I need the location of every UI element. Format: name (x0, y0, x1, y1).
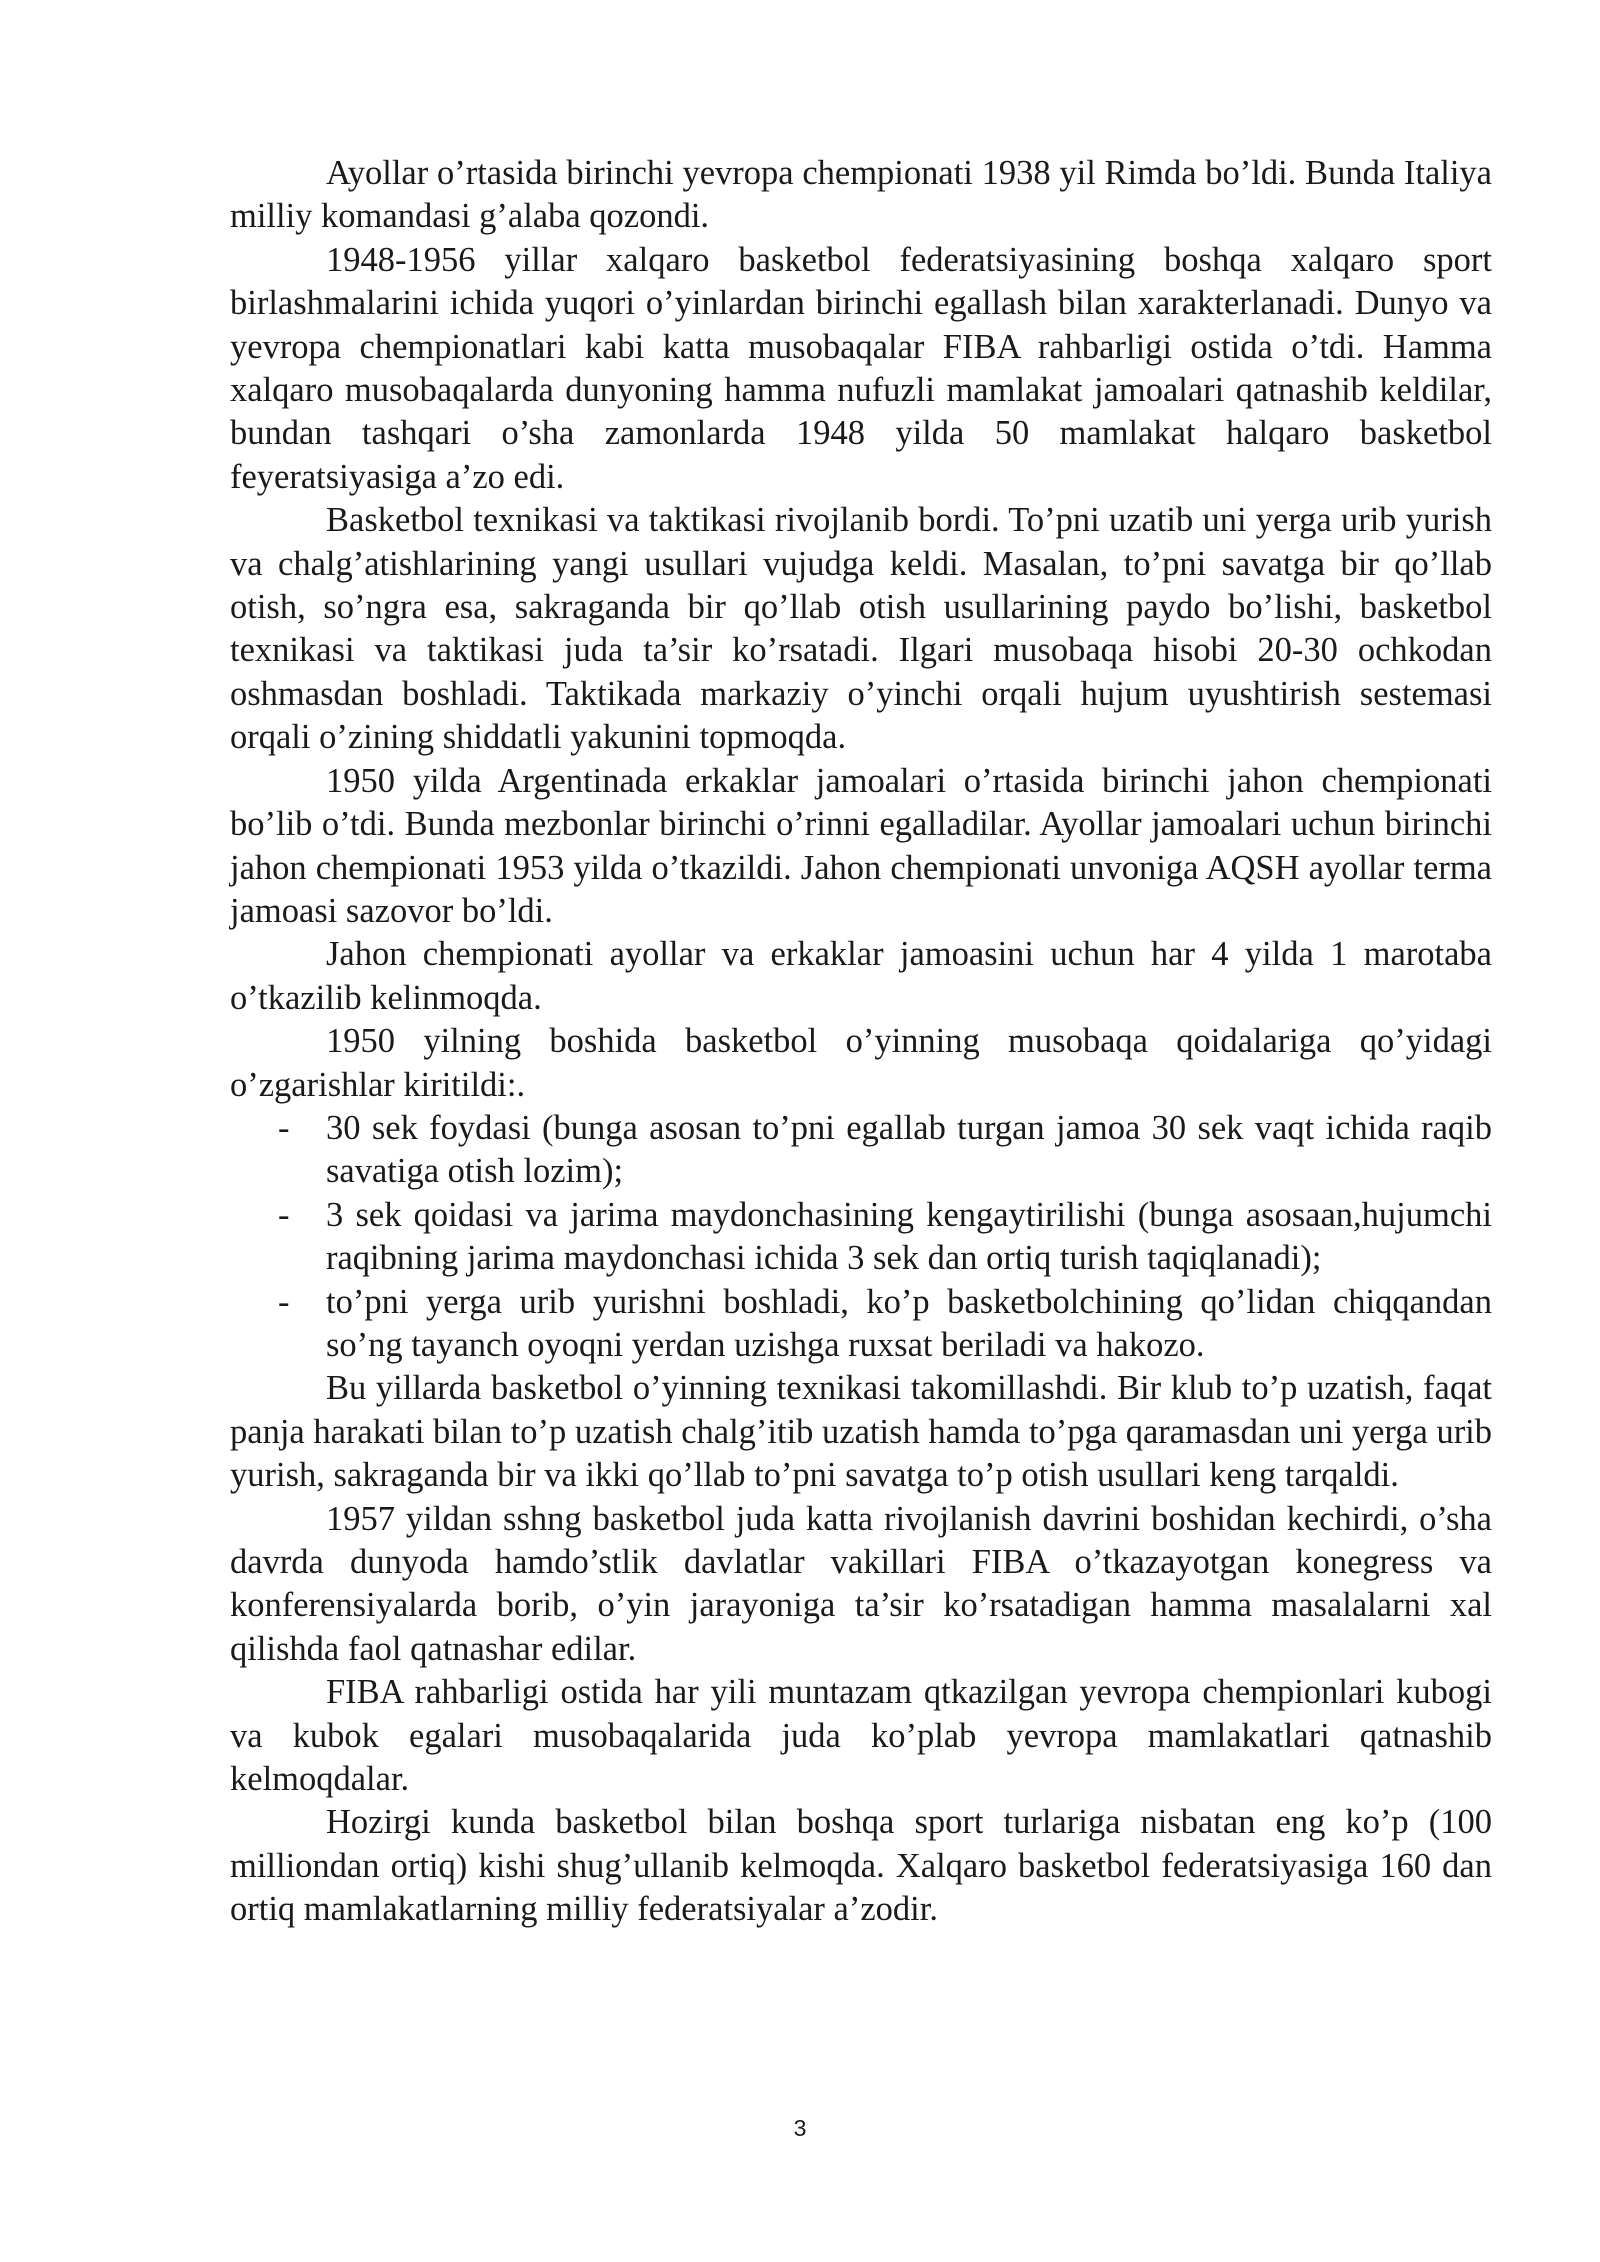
paragraph: Hozirgi kunda basketbol bilan boshqa sport turlariga nisbatan eng ko’p (100 milliondan ortiq) kishi shug’ullanib kelmoqda. Xalqaro basketbol federatsiyasiga 160 dan ortiq mamlakatlarning milliy federatsiyalar a’zodir. (230, 1803, 1492, 1929)
list-item (230, 1107, 1492, 1194)
list-item (230, 1194, 1492, 1281)
document-body (230, 152, 1492, 1932)
paragraph: 1948-1956 yillar xalqaro basketbol federatsiyasining boshqa xalqaro sport birlashmalarini ichida yuqori o’yinlardan birinchi egallash bilan xarakterlanadi. Dunyo va yevropa chempionatlari kabi katta musobaqalar FIBA rahbarligi ostida o’tdi. Hamma xalqaro musobaqalarda dunyoning hamma nufuzli mamlakat jamoalari qatnashib keldilar, bundan tashqari o’sha zamonlarda 1948 yilda 50 mamlakat halqaro basketbol feyeratsiyasiga a’zo edi. (230, 240, 1492, 496)
list-item-text: to’pni yerga urib yurishni boshladi, ko’p basketbolchining qo’lidan chiqqandan so’ng tayanch oyoqni yerdan uzishga ruxsat beriladi va hakozo. (326, 1282, 1492, 1364)
paragraph: Bu yillarda basketbol o’yinning texnikasi takomillashdi. Bir klub to’p uzatish, faqat panja harakati bilan to’p uzatish chalg’itib uzatish hamda to’pga qaramasdan uni yerga urib yurish, sakraganda bir va ikki qo’llab to’pni savatga to’p otish usullari keng tarqaldi. (230, 1369, 1493, 1495)
paragraph: Jahon chempionati ayollar va erkaklar jamoasini uchun har 4 yilda 1 marotaba o’tkazilib kelinmoqda. (230, 935, 1492, 1017)
page-number: 3 (793, 2115, 807, 2141)
list-dash: - (278, 1108, 290, 1147)
paragraph: 1950 yilda Argentinada erkaklar jamoalari o’rtasida birinchi jahon chempionati bo’lib o’tdi. Bunda mezbonlar birinchi o’rinni egalladilar. Ayollar jamoalari uchun birinchi jahon chempionati 1953 yilda o’tkazildi. Jahon chempionati unvoniga AQSH ayollar terma jamoasi sazovor bo’ldi. (230, 761, 1492, 930)
paragraph: Basketbol texnikasi va taktikasi rivojlanib bordi. To’pni uzatib uni yerga urib yurish va chalg’atishlarining yangi usullari vujudga keldi. Masalan, to’pni savatga bir qo’llab otish, so’ngra esa, sakraganda bir qo’llab otish usullarining paydo bo’lishi, basketbol texnikasi va taktikasi juda ta’sir ko’rsatadi. Ilgari musobaqa hisobi 20-30 ochkodan oshmasdan boshladi. Taktikada markaziy o’yinchi orqali hujum uyushtirish sestemasi orqali o’zining shiddatli yakunini topmoqda. (230, 501, 1492, 757)
list-item (230, 1281, 1492, 1368)
list-item-text: 3 sek qoidasi va jarima maydonchasining kengaytirilishi (bunga asosaan,hujumchi raqibning jarima maydonchasi ichida 3 sek dan ortiq turish taqiqlanadi); (326, 1195, 1492, 1278)
list-dash: - (278, 1195, 290, 1234)
paragraph: 1957 yildan sshng basketbol juda katta rivojlanish davrini boshidan kechirdi, o’sha davrda dunyoda hamdo’stlik davlatlar vakillari FIBA o’tkazayotgan konegress va konferensiyalarda borib, o’yin jarayoniga ta’sir ko’rsatadigan hamma masalalarni xal qilishda faol qatnashar edilar. (230, 1499, 1492, 1668)
rule-changes-list (230, 1107, 1492, 1367)
paragraph: FIBA rahbarligi ostida har yili muntazam qtkazilgan yevropa chempionlari kubogi va kubok egalari musobaqalarida juda ko’plab yevropa mamlakatlari qatnashib kelmoqdalar. (230, 1673, 1492, 1799)
list-item-text: 30 sek foydasi (bunga asosan to’pni egallab turgan jamoa 30 sek vaqt ichida raqib savatiga otish lozim); (326, 1108, 1492, 1191)
list-dash: - (278, 1282, 290, 1321)
paragraph: 1950 yilning boshida basketbol o’yinning musobaqa qoidalariga qo’yidagi o’zgarishlar kiritildi:. (230, 1022, 1492, 1104)
paragraph: Ayollar o’rtasida birinchi yevropa chempionati 1938 yil Rimda bo’ldi. Bunda Italiya milliy komandasi g’alaba qozondi. (230, 154, 1492, 236)
